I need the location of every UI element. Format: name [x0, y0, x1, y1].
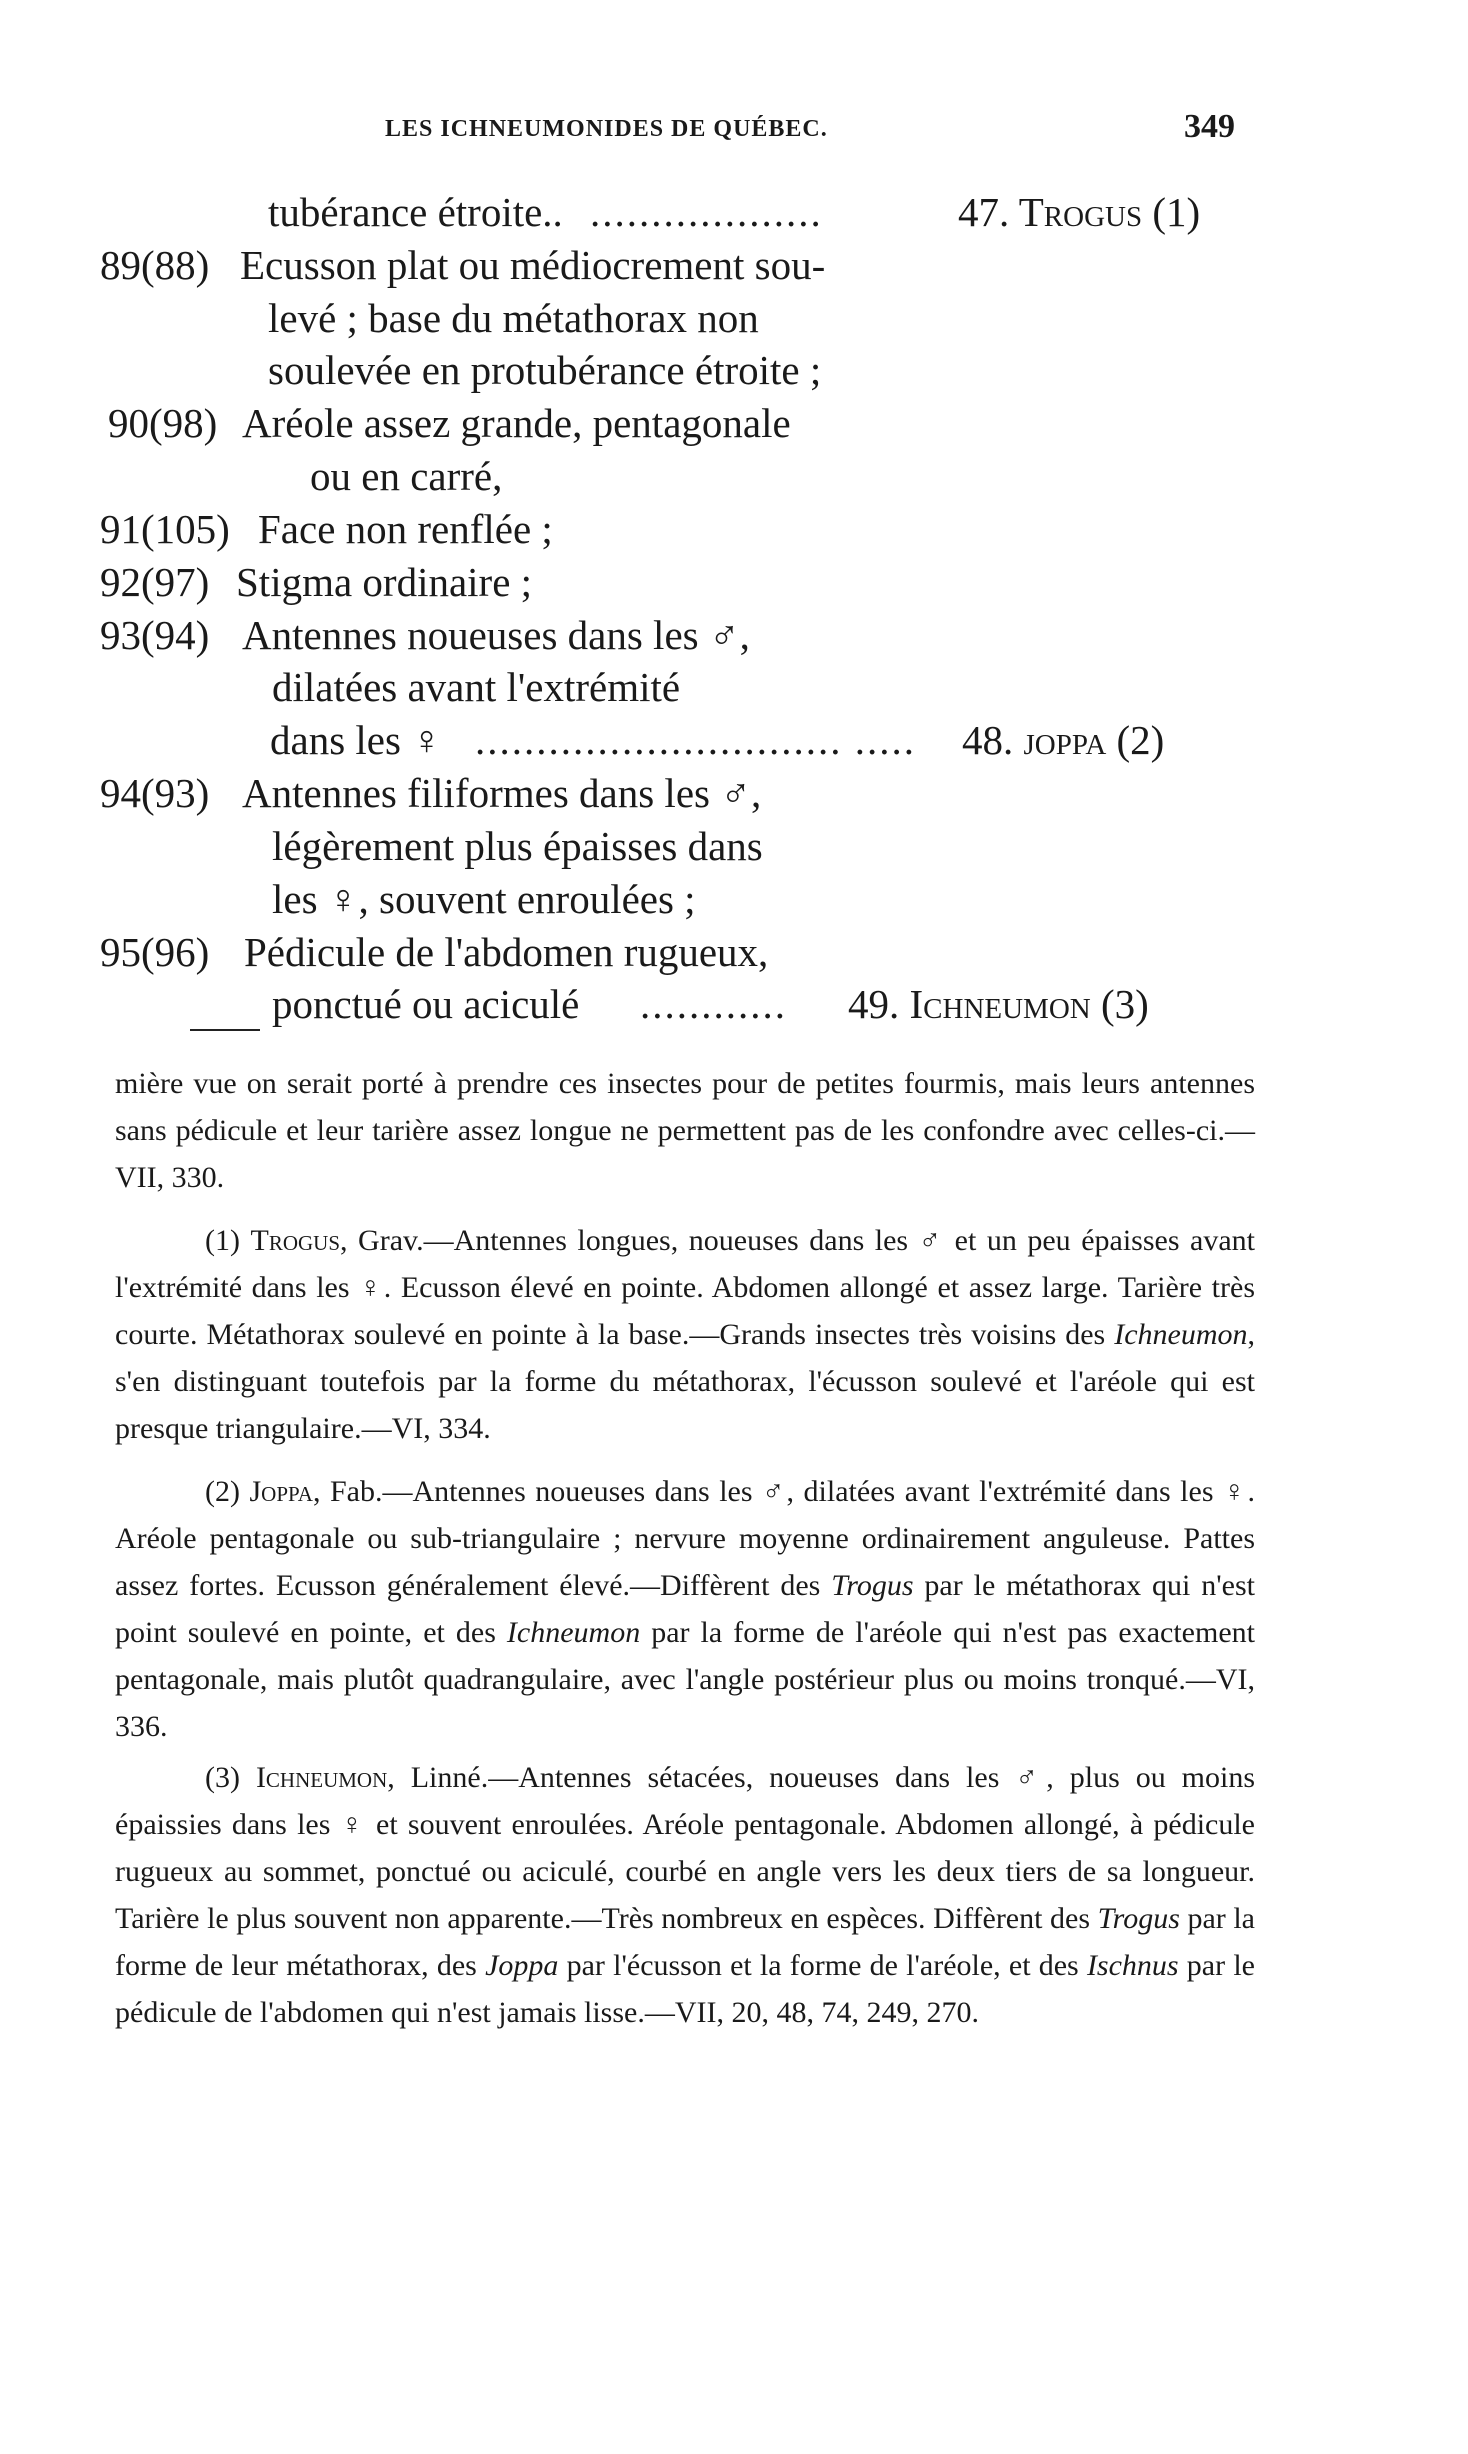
key-text: Stigma ordinaire ;: [236, 559, 533, 605]
key-line: [0, 873, 1468, 925]
key-line: [0, 556, 1468, 608]
footnote-rule: [190, 1029, 260, 1031]
key-result: 49. Ichneumon (3): [848, 981, 1149, 1027]
footnote-2: [115, 1468, 1255, 1750]
key-line: [0, 186, 1468, 238]
key-text: ponctué ou aciculé: [272, 981, 580, 1027]
key-line: [0, 661, 1468, 713]
leader-dots: ...................: [590, 189, 823, 235]
key-line: [0, 397, 1468, 449]
couplet-number: 95(96): [100, 929, 210, 975]
genus-name: Trogus: [250, 1224, 341, 1257]
key-text: dans les ♀: [270, 717, 442, 763]
footnote-text: par le pédicule de l'abdomen qui n'est jamais lisse.—VII, 20, 48, 74, 249, 270.: [115, 1949, 1255, 2029]
key-text: Face non renflée ;: [258, 506, 553, 552]
key-line: [0, 503, 1468, 555]
footnote-1: [115, 1217, 1255, 1452]
key-line: [0, 450, 1468, 502]
key-text: Antennes noueuses dans les ♂,: [242, 612, 750, 658]
couplet-number: 94(93): [100, 770, 210, 816]
key-result: 48. joppa (2): [962, 717, 1165, 763]
key-line: [0, 609, 1468, 661]
key-line: [0, 820, 1468, 872]
genus-italic: Ichneumon: [1114, 1318, 1248, 1351]
page-number: 349: [1184, 108, 1235, 145]
genus-name: Ichneumon: [255, 1761, 388, 1794]
footnote-label: (2): [205, 1475, 240, 1508]
footnote-3: [115, 1754, 1255, 2036]
running-title: LES ICHNEUMONIDES DE QUÉBEC.: [385, 116, 828, 142]
key-text: Ecusson plat ou médiocrement sou-: [240, 242, 826, 288]
key-text: légèrement plus épaisses dans: [272, 823, 763, 869]
key-line: [0, 767, 1468, 819]
genus-italic: Ischnus: [1086, 1949, 1179, 1982]
couplet-number: 90(98): [108, 400, 218, 446]
key-line: [0, 978, 1468, 1030]
key-text: ou en carré,: [310, 453, 503, 499]
footnote-text: , Fab.—Antennes noueuses dans les ♂, dilatées avant l'extrémité dans les ♀. Aréole pentagonale ou sub-triangulaire ; nervure moyenne ordinairement anguleuse. Pattes assez fortes. Ecusson généralement élevé.—Diffèrent des: [115, 1475, 1256, 1602]
couplet-number: 92(97): [100, 559, 210, 605]
key-text: soulevée en protubérance étroite ;: [268, 347, 822, 393]
key-text: les ♀, souvent enroulées ;: [272, 876, 696, 922]
footnote-text: , Grav.—Antennes longues, noueuses dans les ♂ et un peu épaisses avant l'extrémité dans les ♀. Ecusson élevé en pointe. Abdomen allongé et assez large. Tarière très courte. Métathorax soulevé en pointe à la base.—Grands insectes très voisins des: [115, 1224, 1256, 1351]
footnote-text: , s'en distinguant toutefois par la forme du métathorax, l'écusson soulevé et l'aréole qui est presque triangulaire.—VI, 334.: [115, 1318, 1255, 1445]
key-line: [0, 714, 1468, 766]
footnote-text: par la forme de leur métathorax, des: [115, 1902, 1255, 1982]
key-line: [0, 926, 1468, 978]
couplet-number: 89(88): [100, 242, 210, 288]
key-text: Pédicule de l'abdomen rugueux,: [244, 929, 769, 975]
key-text: Antennes filiformes dans les ♂,: [242, 770, 762, 816]
genus-italic: Joppa: [485, 1949, 559, 1982]
key-line: [0, 292, 1468, 344]
key-line: [0, 344, 1468, 396]
genus-italic: Ichneumon: [506, 1616, 641, 1649]
footnote-text: , Linné.—Antennes sétacées, noueuses dans les ♂, plus ou moins épaissies dans les ♀ et souvent enroulées. Aréole pentagonale. Abdomen allongé, à pédicule rugueux au sommet, ponctué ou aciculé, courbé en angle vers les deux tiers de sa longueur. Tarière le plus souvent non apparente.—Très nombreux en espèces. Diffèrent des: [115, 1761, 1255, 1935]
genus-italic: Trogus: [1097, 1902, 1180, 1935]
footnote-text: par l'écusson et la forme de l'aréole, et des: [558, 1949, 1087, 1982]
leader-dots: ............: [640, 981, 787, 1027]
key-line: [0, 239, 1468, 291]
couplet-number: 93(94): [100, 612, 210, 658]
key-result: 47. Trogus (1): [958, 189, 1201, 235]
leader-dots: .............................. .....: [475, 717, 916, 763]
page-header: [385, 108, 1235, 158]
genus-name: Joppa: [249, 1475, 313, 1508]
footnote-label: (1): [205, 1224, 240, 1257]
footnote-text: par le métathorax qui n'est point soulevé en pointe, et des: [115, 1569, 1255, 1649]
key-text: Aréole assez grande, pentagonale: [242, 400, 791, 446]
footnote-continuation: mière vue on serait porté à prendre ces insectes pour de petites fourmis, mais leurs antennes sans pédicule et leur tarière assez longue ne permettent pas de les confondre avec celles-ci.—VII, 330.: [115, 1067, 1255, 1194]
key-text: dilatées avant l'extrémité: [272, 664, 681, 710]
couplet-number: 91(105): [100, 506, 230, 552]
footnote-text: par la forme de l'aréole qui n'est pas exactement pentagonale, mais plutôt quadrangulaire, avec l'angle postérieur plus ou moins tronqué.—VI, 336.: [115, 1616, 1255, 1743]
key-text: tubérance étroite..: [268, 189, 563, 235]
footnote-label: (3): [205, 1761, 240, 1794]
footnotes: [115, 1060, 1255, 2036]
key-text: levé ; base du métathorax non: [268, 295, 759, 341]
genus-italic: Trogus: [831, 1569, 914, 1602]
